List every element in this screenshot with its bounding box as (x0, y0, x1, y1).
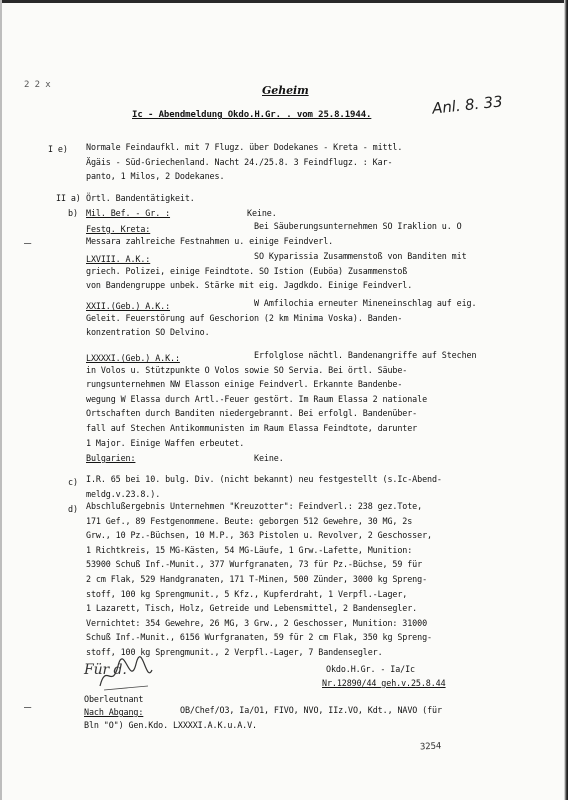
unit-status: Keine. (247, 208, 277, 218)
subsection-letter: c) (68, 477, 78, 487)
text-line: OB/Chef/O3, Ia/O1, FIVO, NVO, IIz.VO, Kdt., NAVO (für (180, 705, 442, 715)
text-line: 1 Major. Einige Waffen erbeutet. (86, 437, 245, 448)
archive-stamp: 3254 (419, 741, 442, 753)
subsection-letter: b) (68, 208, 78, 218)
text-line: Erfolglose nächtl. Bandenangriffe auf Stechen (254, 350, 477, 360)
text-line: Bei Säuberungsunternehmen SO Iraklion u. O (254, 221, 462, 231)
distribution-list-continued (84, 718, 524, 733)
text-line: W Amfilochia erneuter Mineneinschlag auf eig. (254, 298, 477, 308)
section-heading: Örtl. Bandentätigkeit. (86, 193, 195, 203)
text-line: rungsunternehmen NW Elasson einige Feindverl. Erkannte Bandenbe- (86, 379, 403, 390)
paragraph-lxxxxi (86, 348, 526, 450)
report-title: Ic - Abendmeldung Okdo.H.Gr. . vom 25.8.1944. (132, 110, 372, 120)
paragraph-kreuzotter (86, 499, 536, 660)
unit-label: Bulgarien: (86, 453, 136, 463)
text-line: 1 Lazarett, Tisch, Holz, Getreide und Lebensmittel, 2 Bandensegler. (86, 603, 418, 614)
document-number: Nr.12890/44 geh.v.25.8.44 (322, 678, 446, 688)
text-line: Schuß Inf.-Munit., 6156 Wurfgranaten, 59 für 2 cm Flak, 350 kg Spreng- (86, 632, 432, 643)
margin-mark: 2 2 x (24, 80, 51, 90)
section-enemy-recon (86, 140, 516, 184)
unit-label: LXVIII. A.K.: (86, 254, 151, 264)
paragraph-kreta (86, 219, 526, 248)
text-line: griech. Polizei, einige Feindtote. SO Istion (Euböa) Zusammenstoß (86, 265, 408, 276)
text-line: Geleit. Feuerstörung auf Geschorion (2 km Minima Voska). Banden- (86, 312, 403, 323)
subsection-letter: d) (68, 504, 78, 514)
text-line: von Bandengruppe unbek. Stärke mit eig. Jagdkdo. Einige Feindverl. (86, 280, 413, 291)
text-line: I.R. 65 bei 10. bulg. Div. (nicht bekannt) neu festgestellt (s.Ic-Abend- (86, 474, 442, 484)
text-line: 1 Richtkreis, 15 MG-Kästen, 54 MG-Läufe, 1 Grw.-Lafette, Munition: (86, 544, 413, 555)
text-line: 2 cm Flak, 529 Handgranaten, 171 T-Minen, 500 Zünder, 3000 kg Spreng- (86, 573, 428, 584)
text-line: Grw., 10 Pz.-Büchsen, 10 M.P., 363 Pistolen u. Revolver, 2 Geschosser, (86, 530, 432, 541)
unit-label: LXXXXI.(Geb.) A.K.: (86, 353, 180, 363)
paragraph-c (86, 472, 526, 501)
paragraph-lxviii (86, 249, 526, 293)
unit-label: XXII.(Geb.) A.K.: (86, 301, 171, 311)
text-line: Vernichtet: 354 Gewehre, 26 MG, 3 Grw., 2 Geschosser, Munition: 31000 (86, 617, 428, 628)
section-number: II a) (56, 193, 81, 203)
text-line: 171 Gef., 89 Festgenommene. Beute: geborgen 512 Gewehre, 30 MG, 2s (86, 515, 413, 526)
text-line: Ortschaften durch Banditen niedergebrannt. Bei erfolgl. Bandenüber- (86, 408, 418, 419)
text-line: stoff, 100 kg Sprengmunit., 2 Verpfl.-Lager, 7 Bandensegler. (86, 646, 383, 657)
signature-scribble (96, 656, 156, 692)
text-line: meldg.v.23.8.). (86, 488, 161, 499)
text-line: Ägäis - Süd-Griechenland. Nacht 24./25.8. 3 Feindflugz. : Kar- (86, 156, 393, 167)
command-reference: Okdo.H.Gr. - Ia/Ic (326, 664, 415, 674)
handwritten-reference: Anl. 8. 33 (431, 92, 504, 118)
distribution-label: Nach Abgang: (84, 707, 144, 717)
unit-label: Festg. Kreta: (86, 224, 151, 234)
text-line: in Volos u. Stützpunkte O Volos sowie SO Servia. Bei örtl. Säube- (86, 364, 408, 375)
classification-heading: Geheim (262, 84, 309, 97)
unit-label: Mil. Bef. - Gr. : (86, 208, 171, 218)
text-line: konzentration SO Delvino. (86, 327, 210, 338)
text-line: panto, 1 Milos, 2 Dodekanes. (86, 171, 225, 182)
punch-hole-mark: — (24, 236, 32, 250)
scan-edge-top (0, 0, 568, 3)
text-line: Abschlußergebnis Unternehmen "Kreuzotter": Feindverl.: 238 gez.Tote, (86, 501, 423, 511)
signatory-rank: Oberleutnant (84, 694, 144, 704)
text-line: Bln "O") Gen.Kdo. LXXXXI.A.K.u.A.V. (84, 720, 257, 730)
unit-status: Keine. (254, 453, 284, 463)
scan-edge-left (0, 0, 2, 800)
text-line: wegung W Elassa durch Artl.-Feuer gestört. Im Raum Elassa 2 nationale (86, 393, 428, 404)
text-line: fall auf Stechen Antikommunisten im Raum Elassa Feindtote, darunter (86, 422, 418, 433)
signature: Für d. (84, 662, 127, 678)
text-line: Messara zahlreiche Festnahmen u. einige Feindverl. (86, 235, 334, 246)
text-line: 53900 Schuß Inf.-Munit., 377 Wurfgranaten, 73 für Pz.-Büchse, 59 für (86, 559, 423, 570)
scan-edge-right (564, 0, 568, 800)
section-number: I e) (48, 144, 68, 154)
text-line: SO Kyparissia Zusammenstoß von Banditen mit (254, 251, 467, 261)
text-line: Normale Feindaufkl. mit 7 Flugz. über Dodekanes - Kreta - mittl. (86, 142, 403, 152)
text-line: stoff, 100 kg Sprengmunit., 5 Kfz., Kupferdraht, 1 Verpfl.-Lager, (86, 588, 408, 599)
distribution-list (180, 703, 540, 718)
paragraph-xxii (86, 296, 526, 340)
punch-hole-mark: — (24, 700, 32, 714)
